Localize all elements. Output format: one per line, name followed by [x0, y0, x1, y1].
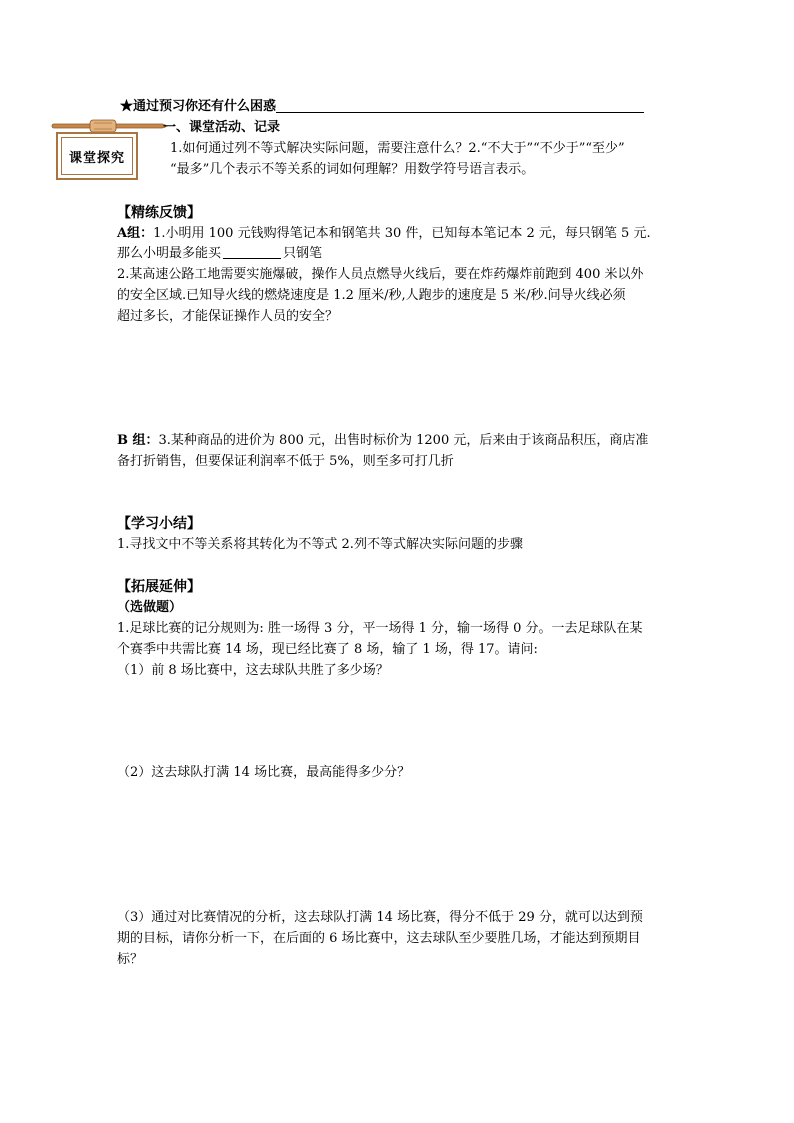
- problem1-text: 1.小明用 100 元钱购得笔记本和钢笔共 30 件，已知每本笔记本 2 元，每只钢笔 5 元.: [153, 226, 651, 241]
- group-a-label: A组：: [117, 226, 154, 241]
- preview-prefix: ★通过预习你还有什么困惑: [120, 99, 277, 114]
- problem2-line3: 超过多长，才能保证操作人员的安全？: [117, 309, 339, 324]
- extension-problem-line1: 1.足球比赛的记分规则为: 胜一场得 3 分，平一场得 1 分，输一场得 0 分。一去足球队在某: [117, 621, 643, 636]
- preview-answer-line[interactable]: [276, 97, 644, 113]
- sub-question-3-line3: 标？: [117, 952, 144, 967]
- problem3-text: 3.某种商品的进价为 800 元，出售时标价为 1200 元，后来由于该商品积压，商店准: [158, 433, 649, 448]
- explore-question-line1: 1.如何通过列不等式解决实际问题，需要注意什么？2.“不大于”“不少于”“至少”: [170, 141, 625, 156]
- class-explore-seal: [56, 132, 138, 180]
- preview-question: [120, 96, 644, 118]
- sub-question-3-line1: （3）通过对比赛情况的分析，这去球队打满 14 场比赛，得分不低于 29 分，就可以达到预: [117, 910, 643, 925]
- problem2-line2: 的安全区域.已知导火线的燃烧速度是 1.2 厘米/秒,人跑步的速度是 5 米/秒.问导火线必须: [117, 288, 626, 303]
- group-b-label: B 组：: [117, 433, 159, 448]
- group-b-problem3-line1: [117, 430, 648, 452]
- section-title-activity: 一、课堂活动、记录: [163, 120, 281, 135]
- problem1-answer-blank[interactable]: [223, 244, 281, 259]
- extension-problem-line2: 个赛季中共需比赛 14 场，现已经比赛了 8 场，输了 1 场，得 17。请问:: [117, 642, 538, 657]
- problem3-line2: 备打折销售，但要保证利润率不低于 5%，则至多可打几折: [117, 454, 454, 469]
- extension-subtitle: （选做题）: [117, 600, 183, 615]
- feedback-title: 【精练反馈】: [117, 205, 201, 221]
- problem1-text-pre: 那么小明最多能买: [117, 246, 222, 261]
- group-a-problem1-line1: [117, 223, 651, 245]
- sub-question-1: （1）前 8 场比赛中，这去球队共胜了多少场？: [117, 663, 389, 678]
- sub-question-2: （2）这去球队打满 14 场比赛，最高能得多少分？: [117, 765, 411, 780]
- summary-title: 【学习小结】: [117, 516, 201, 532]
- explore-question-line2: “最多”几个表示不等关系的词如何理解？用数学符号语言表示。: [170, 162, 535, 177]
- seal-label: 课堂探究: [68, 151, 125, 166]
- group-a-problem1-line2: [117, 243, 322, 265]
- extension-title: 【拓展延伸】: [117, 579, 201, 595]
- problem1-text-post: 只钢笔: [283, 246, 323, 261]
- sub-question-3-line2: 期的目标，请你分析一下，在后面的 6 场比赛中，这去球队至少要胜几场，才能达到预期目: [117, 931, 641, 946]
- problem2-line1: 2.某高速公路工地需要实施爆破，操作人员点燃导火线后，要在炸药爆炸前跑到 400 米以外: [117, 267, 644, 282]
- summary-line: 1.寻找文中不等关系将其转化为不等式 2.列不等式解决实际问题的步骤: [117, 537, 523, 552]
